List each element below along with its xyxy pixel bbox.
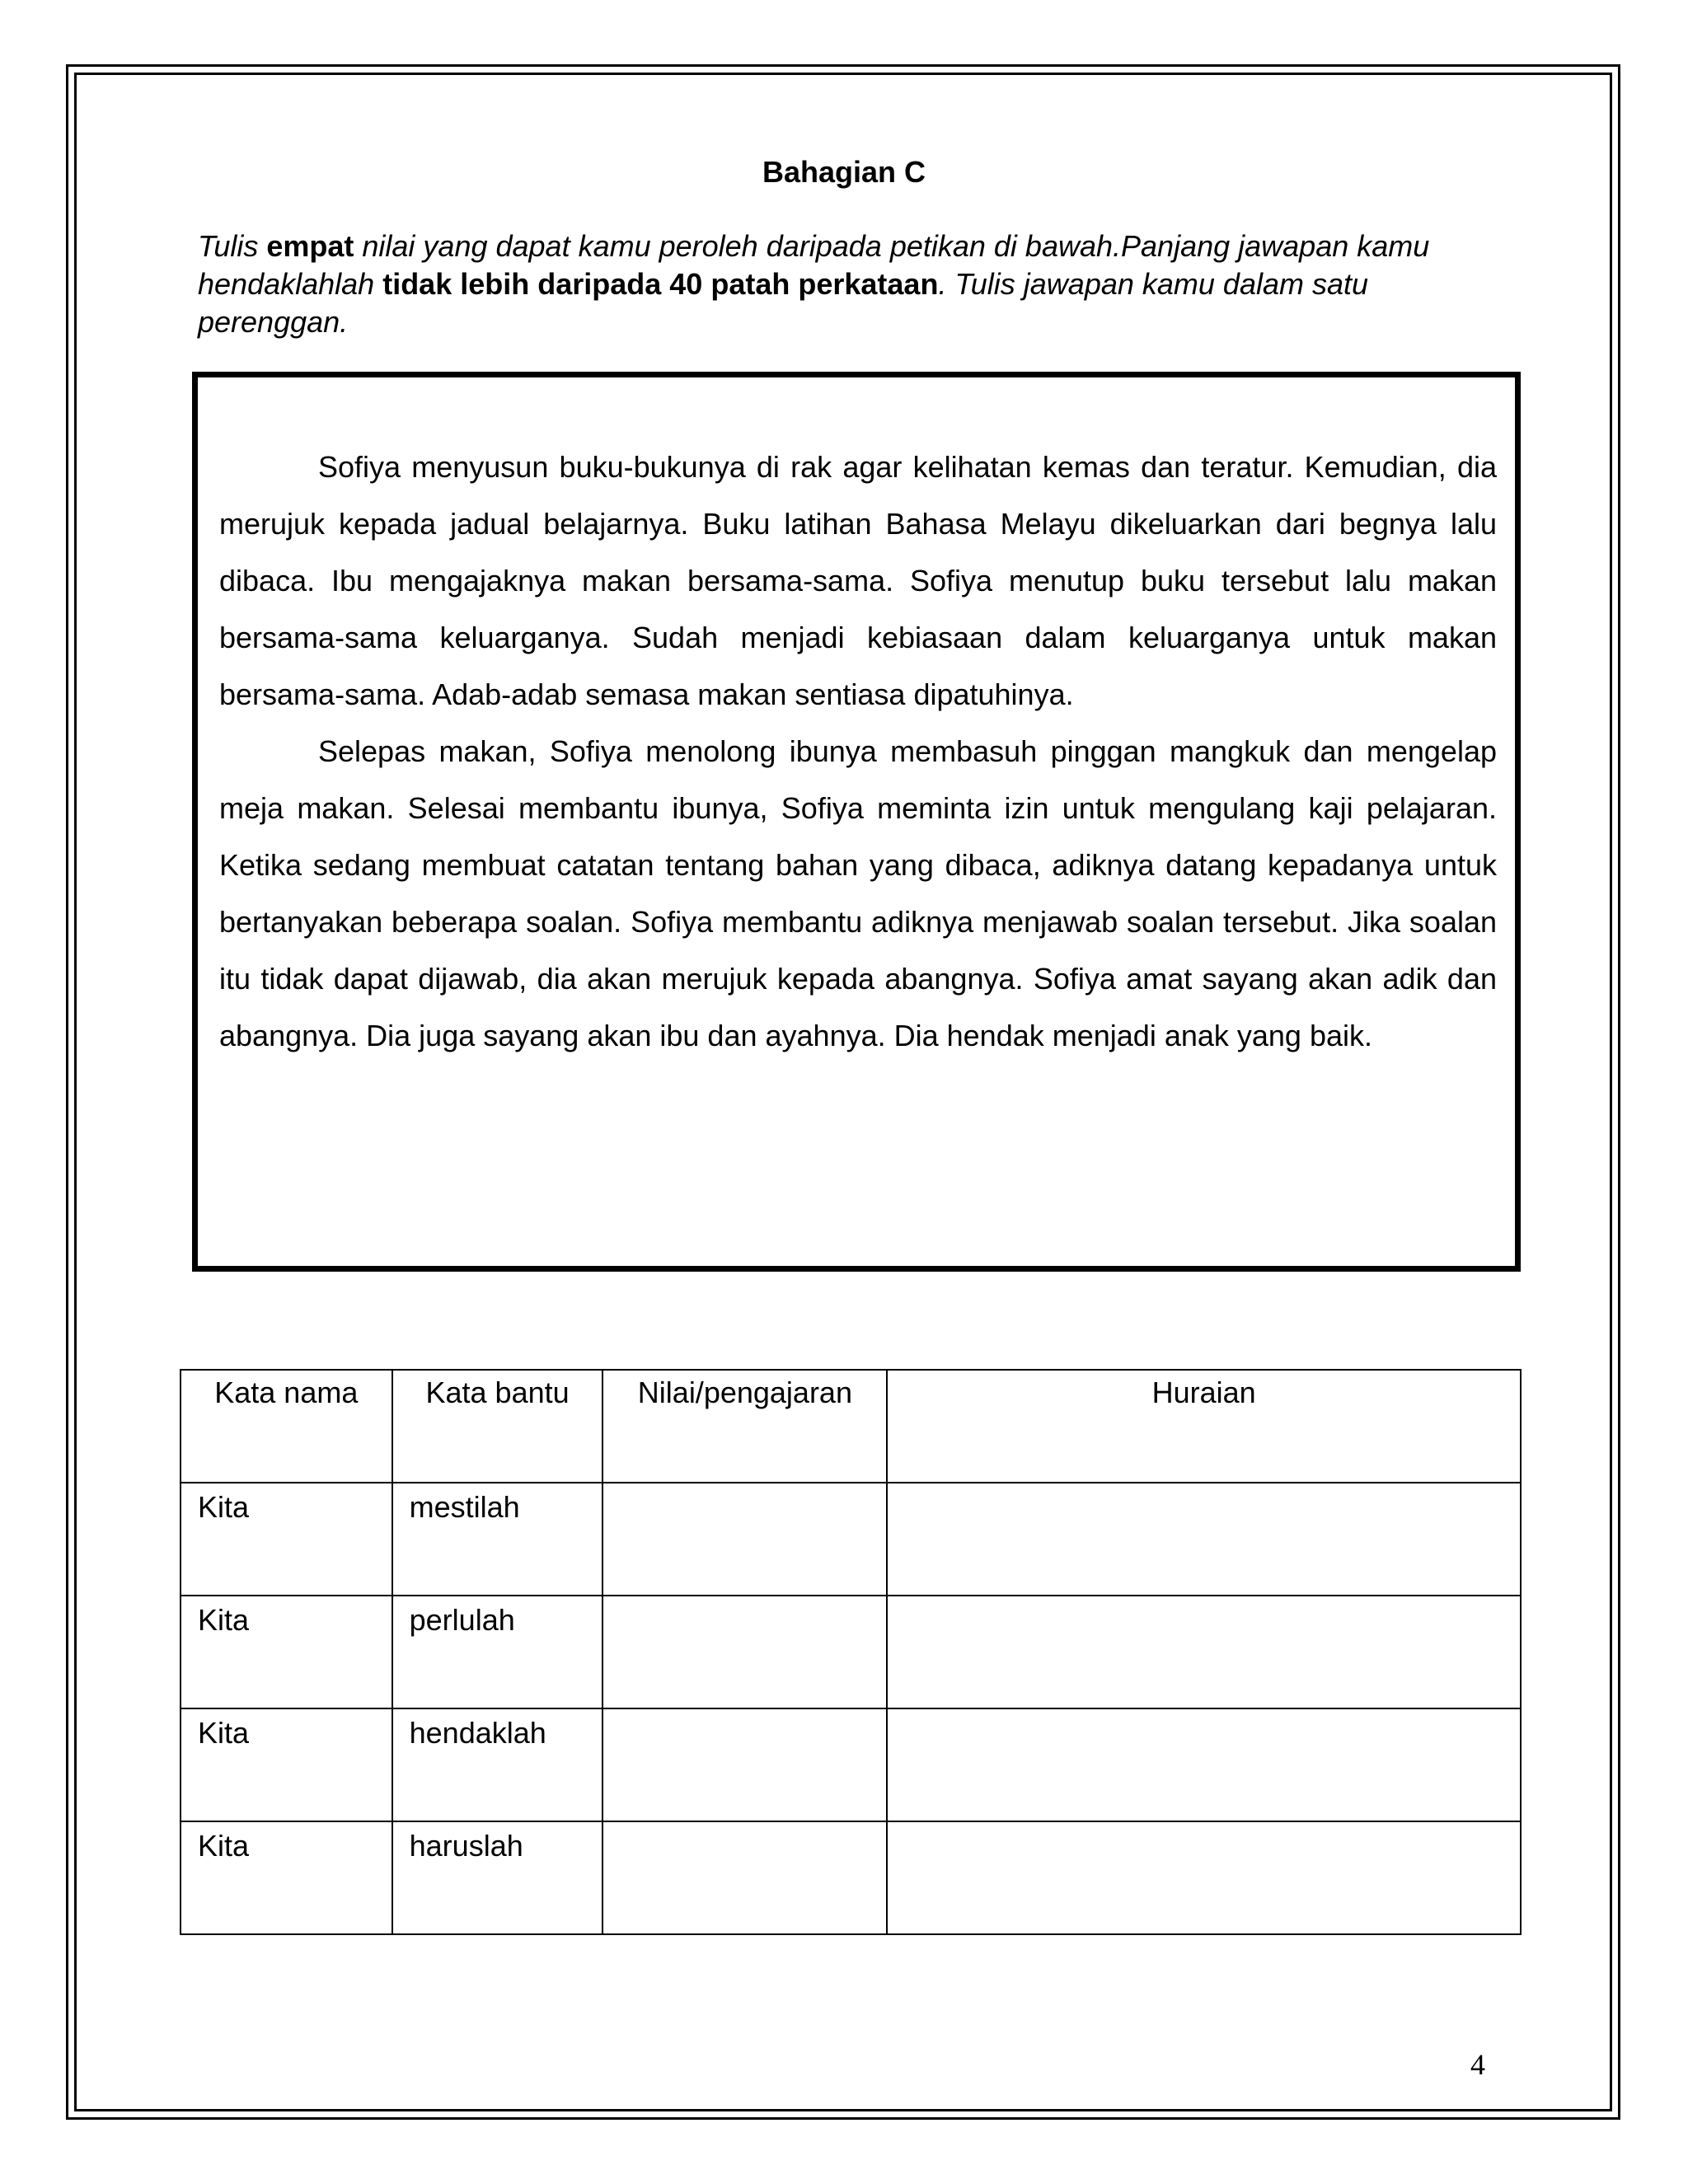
table-row	[181, 1821, 1521, 1934]
table-row	[181, 1708, 1521, 1821]
cell-kata-nama: Kita	[181, 1596, 392, 1708]
passage-text	[219, 438, 1497, 1064]
instructions-part3: . Tulis jawapan kamu dalam satu perenggan.	[198, 267, 1369, 339]
cell-huraian[interactable]	[887, 1483, 1521, 1596]
cell-kata-bantu: haruslah	[392, 1821, 603, 1934]
table-row	[181, 1483, 1521, 1596]
cell-nilai[interactable]	[603, 1596, 887, 1708]
cell-kata-bantu: hendaklah	[392, 1708, 603, 1821]
instructions	[198, 227, 1500, 341]
cell-kata-nama: Kita	[181, 1708, 392, 1821]
page-number: 4	[1470, 2048, 1485, 2081]
header-kata-bantu: Kata bantu	[392, 1370, 603, 1483]
cell-nilai[interactable]	[603, 1483, 887, 1596]
cell-kata-bantu: perlulah	[392, 1596, 603, 1708]
cell-kata-nama: Kita	[181, 1483, 392, 1596]
instructions-bold1: empat	[266, 229, 354, 263]
instructions-part1: Tulis	[198, 229, 267, 263]
table-header-row	[181, 1370, 1521, 1483]
instructions-bold2: tidak lebih daripada 40 patah perkataan	[382, 267, 939, 301]
cell-nilai[interactable]	[603, 1708, 887, 1821]
cell-huraian[interactable]	[887, 1708, 1521, 1821]
cell-nilai[interactable]	[603, 1821, 887, 1934]
cell-kata-nama: Kita	[181, 1821, 392, 1934]
header-nilai: Nilai/pengajaran	[603, 1370, 887, 1483]
cell-kata-bantu: mestilah	[392, 1483, 603, 1596]
instructions-part2: nilai yang dapat kamu peroleh daripada petikan di bawah.Panjang jawapan kamu hendaklahlah	[198, 229, 1430, 301]
section-title: Bahagian C	[762, 155, 926, 189]
cell-huraian[interactable]	[887, 1821, 1521, 1934]
header-huraian: Huraian	[887, 1370, 1521, 1483]
table-row	[181, 1596, 1521, 1708]
cell-huraian[interactable]	[887, 1596, 1521, 1708]
passage-paragraph-1: Sofiya menyusun buku-bukunya di rak agar kelihatan kemas dan teratur. Kemudian, dia merujuk kepada jadual belajarnya. Buku latihan Bahasa Melayu dikeluarkan dari begnya lalu dibaca. Ibu mengajaknya makan bersama-sama. Sofiya menutup buku tersebut lalu makan bersama-sama keluarganya. Sudah menjadi kebiasaan dalam keluarganya untuk makan bersama-sama. Adab-adab semasa makan sentiasa dipatuhinya.	[219, 450, 1497, 711]
passage-paragraph-2: Selepas makan, Sofiya menolong ibunya membasuh pinggan mangkuk dan mengelap meja makan. Selesai membantu ibunya, Sofiya meminta izin untuk mengulang kaji pelajaran. Ketika sedang membuat catatan tentang bahan yang dibaca, adiknya datang kepadanya untuk bertanyakan beberapa soalan. Sofiya membantu adiknya menjawab soalan tersebut. Jika soalan itu tidak dapat dijawab, dia akan merujuk kepada abangnya. Sofiya amat sayang akan adik dan abangnya. Dia juga sayang akan ibu dan ayahnya. Dia hendak menjadi anak yang baik.	[219, 734, 1497, 1052]
header-kata-nama: Kata nama	[181, 1370, 392, 1483]
answer-table	[180, 1369, 1522, 1935]
